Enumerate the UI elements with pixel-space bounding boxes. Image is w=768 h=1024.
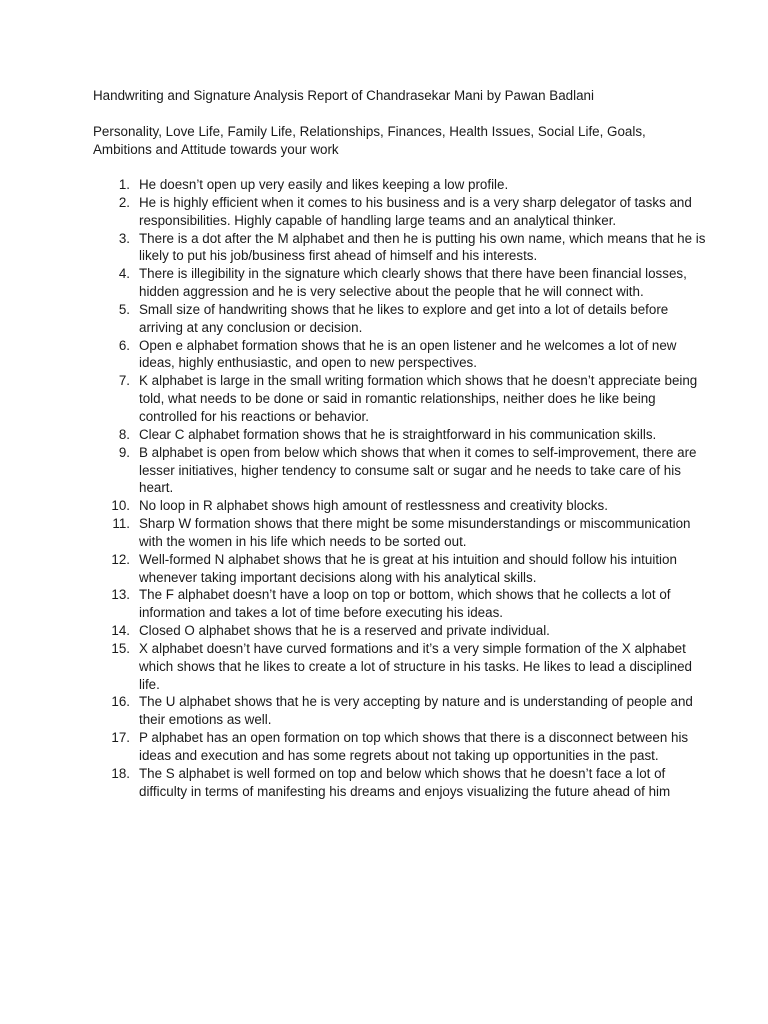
list-item-number: 17. xyxy=(111,730,130,746)
list-item-text: Closed O alphabet shows that he is a reserved and private individual. xyxy=(139,623,550,639)
list-item-number: 5. xyxy=(118,301,130,317)
list-item-text: K alphabet is large in the small writing formation which shows that he doesn’t appreciate being told, what needs to be done or said in romantic relationships, neither does he like being controlled for his reactions or behavior. xyxy=(139,373,698,424)
list-item-number: 2. xyxy=(118,194,130,210)
list-item-number: 11. xyxy=(112,516,130,532)
list-item-text: He doesn’t open up very easily and likes keeping a low profile. xyxy=(139,177,509,192)
list-item-number: 16. xyxy=(111,694,130,710)
list-item xyxy=(93,515,713,551)
list-item-text: Small size of handwriting shows that he likes to explore and get into a lot of details before arriving at any conclusion or decision. xyxy=(139,301,669,335)
document-title: Handwriting and Signature Analysis Report of Chandrasekar Mani by Pawan Badlani xyxy=(93,88,594,103)
list-item-number: 15. xyxy=(111,640,130,656)
list-item-number: 18. xyxy=(111,765,130,781)
list-item-number: 10. xyxy=(111,498,130,514)
list-item-text: There is a dot after the M alphabet and then he is putting his own name, which means that he is likely to put his job/business first ahead of himself and his interests. xyxy=(139,230,706,264)
list-item-text: Sharp W formation shows that there might be some misunderstandings or miscommunication with the women in his life which needs to be sorted out. xyxy=(139,516,691,549)
list-item xyxy=(93,765,713,801)
list-item-text: Clear C alphabet formation shows that he is straightforward in his communication skills. xyxy=(139,426,657,442)
list-item-number: 4. xyxy=(118,266,130,282)
list-item xyxy=(93,622,713,640)
list-item-number: 7. xyxy=(118,373,130,389)
list-item-text: The F alphabet doesn’t have a loop on top or bottom, which shows that he collects a lot of information and takes a lot of time before executing his ideas. xyxy=(139,587,671,621)
list-item xyxy=(93,497,713,515)
list-item-number: 9. xyxy=(118,444,130,460)
list-item-text: B alphabet is open from below which shows that when it comes to self-improvement, there are lesser initiatives, higher tendency to consume salt or sugar and he needs to take care of his heart. xyxy=(139,444,697,496)
list-item-text: He is highly efficient when it comes to his business and is a very sharp delegator of tasks and responsibilities. Highly capable of handling large teams and an analytical thinker. xyxy=(139,194,692,228)
document-subtitle: Personality, Love Life, Family Life, Relationships, Finances, Health Issues, Social Life, Goals, Ambitions and Attitude towards your work xyxy=(93,124,646,157)
list-item-number: 6. xyxy=(118,337,130,353)
list-item xyxy=(93,640,713,694)
list-item xyxy=(93,693,713,729)
list-item xyxy=(93,729,713,765)
list-item-text: No loop in R alphabet shows high amount of restlessness and creativity blocks. xyxy=(139,498,608,514)
list-item-number: 14. xyxy=(111,623,130,639)
list-item xyxy=(93,230,713,266)
list-item-text: There is illegibility in the signature which clearly shows that there have been financial losses, hidden aggression and he is very selective about the people that he will connect with. xyxy=(139,266,687,300)
list-item-number: 1. xyxy=(118,177,130,192)
list-item xyxy=(93,372,713,426)
list-item-number: 12. xyxy=(111,551,130,567)
list-item-number: 8. xyxy=(118,426,130,442)
analysis-list xyxy=(93,176,713,801)
list-item-text: P alphabet has an open formation on top which shows that there is a disconnect between his ideas and execution and has some regrets about not taking up opportunities in the past. xyxy=(139,730,689,763)
list-item-text: Well-formed N alphabet shows that he is great at his intuition and should follow his intuition whenever taking important decisions along with his analytical skills. xyxy=(139,551,677,585)
list-item xyxy=(93,444,713,498)
list-item xyxy=(93,586,713,622)
list-item-number: 3. xyxy=(118,230,130,246)
list-item xyxy=(93,301,713,337)
list-item-text: X alphabet doesn’t have curved formations and it’s a very simple formation of the X alphabet which shows that he likes to create a lot of structure in his tasks. He likes to lead a disciplined life. xyxy=(139,640,693,692)
list-item xyxy=(93,426,713,444)
list-item xyxy=(93,551,713,587)
list-item xyxy=(93,176,713,194)
list-item xyxy=(93,265,713,301)
list-item-text: The S alphabet is well formed on top and below which shows that he doesn’t face a lot of difficulty in terms of manifesting his dreams and enjoys visualizing the future ahead of him xyxy=(139,765,671,799)
list-item xyxy=(93,337,713,373)
list-item-number: 13. xyxy=(111,587,130,603)
list-item xyxy=(93,194,713,230)
list-item-text: The U alphabet shows that he is very accepting by nature and is understanding of people and their emotions as well. xyxy=(139,694,693,728)
list-item-text: Open e alphabet formation shows that he is an open listener and he welcomes a lot of new ideas, highly enthusiastic, and open to new perspectives. xyxy=(139,337,677,371)
